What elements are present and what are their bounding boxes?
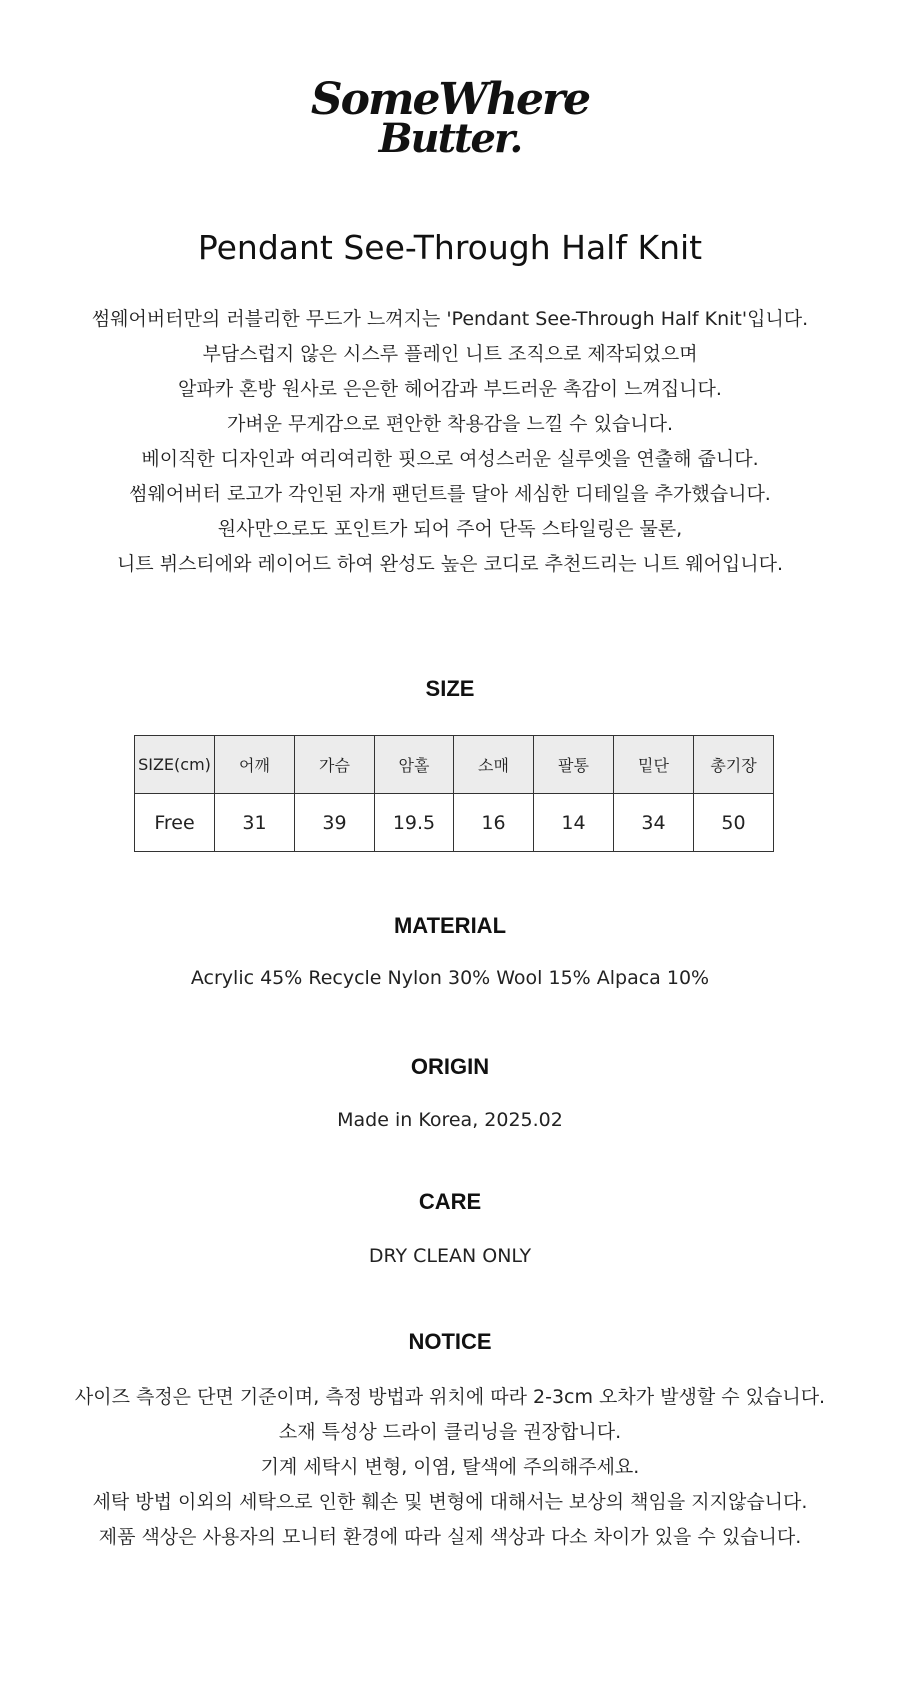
size-header-cell: 총기장 <box>694 736 774 794</box>
product-description <box>0 302 900 582</box>
size-header-cell: 팔통 <box>534 736 614 794</box>
size-cell: Free <box>135 794 215 852</box>
logo-line-1: SomeWhere <box>310 74 590 125</box>
size-cell: 50 <box>694 794 774 852</box>
size-header-cell: 밑단 <box>614 736 694 794</box>
notice-line: 소재 특성상 드라이 클리닝을 권장합니다. <box>278 1421 622 1443</box>
size-table <box>134 735 774 852</box>
description-line: 베이직한 디자인과 여리여리한 핏으로 여성스러운 실루엣을 연출해 줍니다. <box>141 448 759 470</box>
material-text: Acrylic 45% Recycle Nylon 30% Wool 15% Alpaca 10% <box>190 967 710 989</box>
size-header-cell: 소매 <box>454 736 534 794</box>
description-line: 니트 뷔스티에와 레이어드 하여 완성도 높은 코디로 추천드리는 니트 웨어입니다. <box>116 553 784 575</box>
origin-text: Made in Korea, 2025.02 <box>337 1109 563 1131</box>
notice-heading: NOTICE <box>408 1329 492 1354</box>
care-heading: CARE <box>418 1189 482 1214</box>
size-cell: 16 <box>454 794 534 852</box>
size-cell: 19.5 <box>375 794 454 852</box>
brand-logo <box>0 74 900 162</box>
description-line: 썸웨어버터만의 러블리한 무드가 느껴지는 'Pendant See-Through Half Knit'입니다. <box>91 308 809 330</box>
size-heading: SIZE <box>425 676 475 701</box>
notice-line: 사이즈 측정은 단면 기준이며, 측정 방법과 위치에 따라 2-3cm 오차가 발생할 수 있습니다. <box>74 1386 826 1408</box>
notice-line: 제품 색상은 사용자의 모니터 환경에 따라 실제 색상과 다소 차이가 있을 수 있습니다. <box>98 1526 802 1548</box>
description-line: 알파카 혼방 원사로 은은한 헤어감과 부드러운 촉감이 느껴집니다. <box>178 378 722 400</box>
size-cell: 34 <box>614 794 694 852</box>
product-title: Pendant See-Through Half Knit <box>197 228 703 267</box>
size-cell: 14 <box>534 794 614 852</box>
care-text: DRY CLEAN ONLY <box>368 1245 532 1267</box>
size-table-header-row <box>135 736 774 794</box>
description-line: 썸웨어버터 로고가 각인된 자개 팬던트를 달아 세심한 디테일을 추가했습니다. <box>129 483 771 505</box>
size-header-cell: 가슴 <box>295 736 375 794</box>
table-row <box>135 794 774 852</box>
size-header-cell: 암홀 <box>375 736 454 794</box>
size-cell: 39 <box>295 794 375 852</box>
origin-heading: ORIGIN <box>410 1054 490 1079</box>
notice-list <box>0 1380 900 1555</box>
size-cell: 31 <box>215 794 295 852</box>
size-header-cell: SIZE(cm) <box>135 736 215 794</box>
size-header-cell: 어깨 <box>215 736 295 794</box>
notice-line: 기계 세탁시 변형, 이염, 탈색에 주의해주세요. <box>260 1456 640 1478</box>
description-line: 원사만으로도 포인트가 되어 주어 단독 스타일링은 물론, <box>217 518 683 540</box>
description-line: 가벼운 무게감으로 편안한 착용감을 느낄 수 있습니다. <box>226 413 674 435</box>
notice-line: 세탁 방법 이외의 세탁으로 인한 훼손 및 변형에 대해서는 보상의 책임을 지지않습니다. <box>92 1491 808 1513</box>
material-heading: MATERIAL <box>393 913 507 938</box>
description-line: 부담스럽지 않은 시스루 플레인 니트 조직으로 제작되었으며 <box>202 343 698 365</box>
logo-line-2: Butter. <box>378 115 522 162</box>
